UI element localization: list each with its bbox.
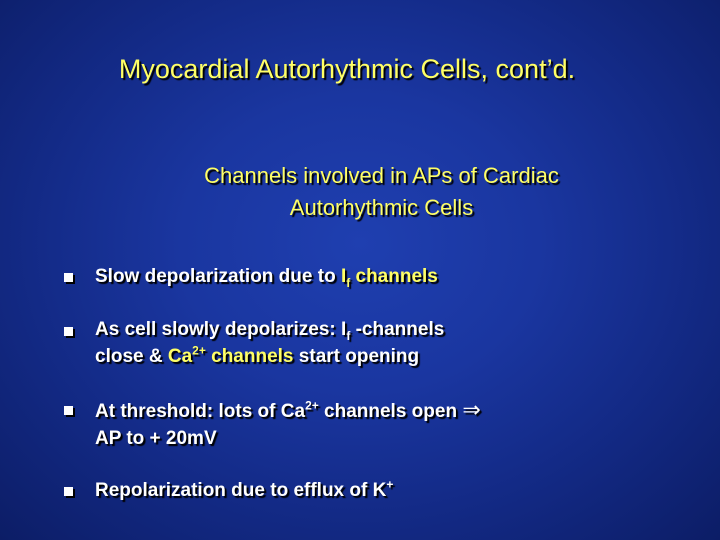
bullet-4	[95, 477, 695, 504]
bullet-4-superscript: +	[386, 477, 394, 492]
bullet-4-text: Repolarization due to efflux of K	[95, 480, 387, 501]
bullet-1	[95, 263, 695, 290]
bullet-3	[95, 396, 695, 452]
subtitle-line-1: Channels involved in APs of Cardiac	[204, 163, 559, 188]
bullet-2-text-c: close &	[95, 346, 168, 367]
bullet-2-line-2	[95, 343, 695, 370]
bullet-2-text: As cell slowly depolarizes: I	[95, 319, 347, 340]
bullet-3-text-b: channels open	[318, 401, 463, 422]
implies-arrow-icon: ⇒	[462, 397, 481, 422]
bullet-1-text-end: channels	[350, 266, 438, 287]
bullet-2-ca: Ca	[167, 346, 193, 367]
bullet-2-channels: channels	[205, 346, 294, 367]
bullet-3-superscript: 2+	[305, 398, 319, 413]
subtitle-line-2: Autorhythmic Cells	[289, 195, 474, 220]
bullet-2-subscript: f	[346, 328, 351, 343]
bullet-marker-icon	[64, 273, 73, 282]
bullet-1-subscript: f	[346, 275, 351, 290]
bullet-2	[95, 316, 695, 370]
slide-title: Myocardial Autorhythmic Cells, cont’d.	[118, 54, 576, 84]
bullet-marker-icon	[64, 327, 73, 336]
bullet-2-text-b: -channels	[350, 319, 445, 340]
bullet-3-line-1	[95, 396, 695, 425]
bullet-1-symbol: I	[340, 266, 347, 287]
bullet-3-text: At threshold: lots of Ca	[95, 401, 306, 422]
bullet-1-text: Slow depolarization due to	[95, 266, 341, 287]
bullet-2-superscript: 2+	[192, 343, 206, 358]
bullet-2-line-1	[95, 316, 695, 343]
bullet-marker-icon	[64, 487, 73, 496]
bullet-2-text-d: start opening	[293, 346, 420, 367]
bullet-3-line-2: AP to + 20mV	[95, 428, 217, 449]
bullet-marker-icon	[64, 406, 73, 415]
